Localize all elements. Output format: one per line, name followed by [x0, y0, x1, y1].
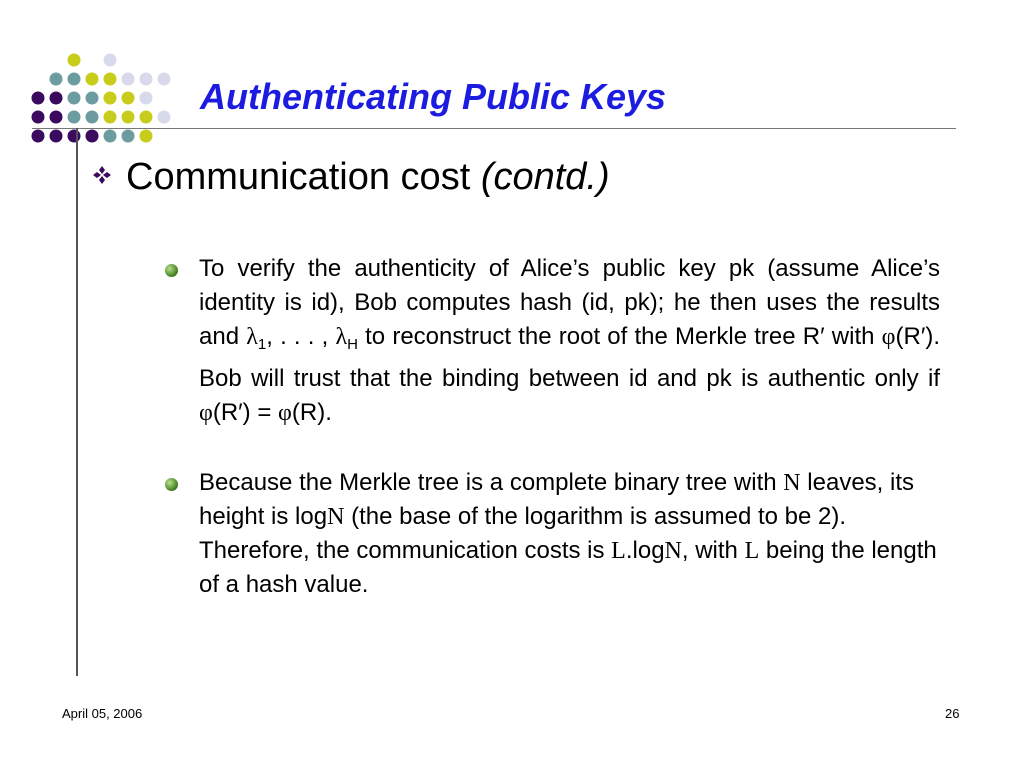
bullet1-text-2: to reconstruct the root of the Merkle tree R′ with [357, 323, 882, 350]
lambda-symbol: λ [335, 324, 348, 350]
phi-symbol: φ [199, 400, 213, 426]
footer-date: April 05, 2006 [62, 706, 143, 721]
ellipsis-text: , . . . , [266, 323, 336, 350]
bullet-list [165, 252, 940, 638]
n-symbol: N [783, 470, 801, 496]
phi-symbol: φ [278, 400, 292, 426]
bullet2-text-2: leaves, its height is log [199, 469, 915, 530]
bullet-item-verify [165, 252, 940, 430]
bullet2-text-4: .log [625, 537, 665, 564]
l-symbol: L [744, 538, 760, 564]
slide-title: Authenticating Public Keys [200, 76, 667, 117]
page-number: 26 [945, 706, 960, 721]
bullet2-text-5: , with [681, 537, 745, 564]
heading-suffix: (contd.) [480, 156, 610, 198]
lambda-symbol: λ [246, 324, 258, 350]
bullet2-text-3: (the base of the logarithm is assumed to be 2). Therefore, the communication costs is [199, 503, 847, 564]
n-symbol: N [327, 504, 345, 530]
phi-symbol: φ [881, 324, 896, 350]
n-symbol: N [664, 538, 682, 564]
diamond-bullet-icon [92, 165, 112, 185]
heading-text: Communication cost [126, 156, 481, 198]
bullet1-text-3: (R′). Bob will trust that the binding between id and pk is authentic only if [199, 323, 940, 392]
bullet2-text-1: Because the Merkle tree is a complete binary tree with [199, 469, 784, 496]
section-heading [92, 156, 610, 199]
l-symbol: L [611, 538, 626, 564]
left-rule [76, 128, 78, 676]
sphere-bullet-icon [165, 478, 178, 491]
title-divider [32, 128, 956, 129]
bullet-item-cost [165, 466, 940, 602]
bullet2-text-6: being the length of a hash value. [199, 537, 937, 598]
bullet1-text-5: (R). [291, 399, 332, 426]
bullet1-text-1: To verify the authenticity of Alice’s public key pk (assume Alice’s identity is id), Bob computes hash (id, pk); he then uses the results and [199, 255, 940, 350]
lambda-subscript-h: H [347, 336, 358, 353]
sphere-bullet-icon [165, 264, 178, 277]
bullet1-text-4: (R′) = [212, 399, 279, 426]
lambda-subscript-1: 1 [257, 336, 267, 353]
